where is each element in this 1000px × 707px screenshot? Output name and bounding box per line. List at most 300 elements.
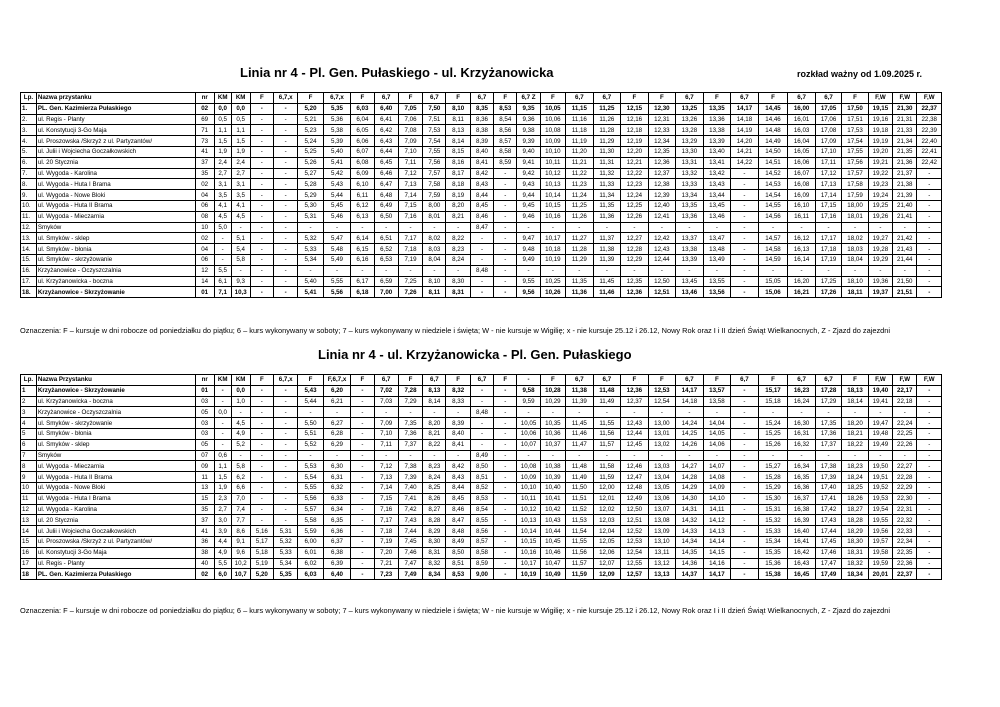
table-cell: 35 [195, 504, 214, 515]
table-cell: 11,30 [593, 146, 621, 157]
table-cell: 13,37 [676, 233, 704, 244]
column-header: 6,7 [676, 93, 704, 104]
table-cell: 5,5 [214, 265, 231, 276]
table-cell: 10,12 [540, 168, 565, 179]
table-cell: 13,25 [676, 103, 704, 114]
table-cell: 8,51 [446, 558, 470, 569]
timetable-2-title: Linia nr 4 - ul. Krzyżanowicka - Pl. Gen. Pułaskiego [318, 347, 632, 362]
table-row [21, 569, 942, 580]
table-cell: 13,13 [648, 569, 676, 580]
table-cell: 19,56 [868, 526, 892, 537]
stop-name: ul. Wygoda - Huta II Brama [36, 200, 195, 211]
table-cell: 17,39 [815, 472, 841, 483]
table-cell: 16,34 [788, 461, 816, 472]
table-cell: - [731, 493, 759, 504]
table-cell: 10,44 [540, 526, 565, 537]
table-cell: - [593, 265, 621, 276]
table-cell: 17,09 [815, 136, 841, 147]
table-cell: 8,54 [494, 114, 517, 125]
table-cell: - [351, 407, 374, 418]
table-row [21, 439, 942, 450]
table-cell: 8,31 [423, 547, 446, 558]
table-cell: - [731, 222, 759, 233]
table-cell: - [703, 222, 731, 233]
table-row [21, 515, 942, 526]
table-cell: - [494, 439, 517, 450]
table-cell: 11,48 [566, 461, 594, 472]
table-cell: - [593, 407, 621, 418]
table-row [21, 287, 942, 298]
table-row [21, 136, 942, 147]
table-cell: 10,09 [517, 472, 540, 483]
table-cell: 11,18 [566, 125, 594, 136]
table-cell: 22,35 [893, 547, 917, 558]
table-row [21, 450, 942, 461]
table-cell: 12,44 [621, 428, 649, 439]
table-cell: 5,56 [298, 493, 323, 504]
stop-name: ul. Proszowska /Skrzyż z ul. Partyzantów/ [36, 136, 195, 147]
table-cell: 16,38 [788, 504, 816, 515]
column-header: F [351, 375, 374, 386]
table-cell: 16,40 [788, 526, 816, 537]
table-cell: 16,41 [788, 536, 816, 547]
table-cell: 19,26 [868, 211, 892, 222]
table-cell: 11,57 [593, 439, 621, 450]
table-cell: 11,25 [566, 200, 594, 211]
table-cell: 12,28 [621, 244, 649, 255]
table-cell: 19,19 [868, 136, 892, 147]
table-cell: 22,32 [893, 515, 917, 526]
table-cell: 14,17 [703, 569, 731, 580]
table-cell: - [917, 482, 942, 493]
table-cell: - [917, 450, 942, 461]
table-row [21, 461, 942, 472]
table-cell: 14,54 [758, 190, 788, 201]
table-cell: 5,39 [323, 136, 351, 147]
table-cell: - [298, 407, 323, 418]
table-cell: 14,17 [731, 103, 759, 114]
table-cell: 10,3 [231, 287, 250, 298]
column-header: F [703, 93, 731, 104]
table-row [21, 244, 942, 255]
table-row [21, 276, 942, 287]
table-cell: 16,10 [788, 200, 816, 211]
row-number: 9 [21, 472, 37, 483]
table-cell: 21,50 [893, 276, 917, 287]
table-cell: 6,13 [351, 211, 374, 222]
table-cell: - [758, 407, 788, 418]
table-cell: 13,44 [703, 190, 731, 201]
table-cell: 7,42 [398, 504, 422, 515]
table-cell: 7,14 [374, 482, 398, 493]
table-cell: 12,23 [621, 179, 649, 190]
table-cell: 10,18 [540, 244, 565, 255]
table-cell: - [917, 493, 942, 504]
table-cell: 11,49 [566, 472, 594, 483]
table-cell: 11,29 [566, 254, 594, 265]
table-cell: - [351, 472, 374, 483]
table-cell: 6,34 [323, 504, 351, 515]
table-cell: 15,17 [758, 385, 788, 396]
table-cell: 8,41 [446, 439, 470, 450]
row-number: 15 [21, 536, 37, 547]
table-cell: 7,17 [374, 515, 398, 526]
row-number: 13 [21, 515, 37, 526]
table-cell: 17,19 [815, 254, 841, 265]
table-cell: - [676, 407, 704, 418]
column-header: F [494, 375, 517, 386]
table-cell: 12,38 [648, 179, 676, 190]
table-cell: - [494, 407, 517, 418]
table-cell: - [273, 265, 297, 276]
table-cell: 7,12 [374, 461, 398, 472]
table-cell: - [494, 558, 517, 569]
table-cell: 12,57 [621, 569, 649, 580]
table-cell: 1,5 [231, 136, 250, 147]
table-cell: 17,36 [815, 428, 841, 439]
table-cell: 7,18 [374, 526, 398, 537]
table-cell: 11,47 [566, 439, 594, 450]
table-cell: 7,53 [423, 125, 446, 136]
table-cell: 13,04 [648, 472, 676, 483]
table-cell: 10,10 [540, 146, 565, 157]
table-cell: 8,50 [470, 461, 493, 472]
table-cell: 2,4 [231, 157, 250, 168]
table-row [21, 168, 942, 179]
table-cell: 7,55 [423, 146, 446, 157]
table-cell: 7,26 [398, 287, 422, 298]
table-row [21, 472, 942, 483]
table-cell: - [351, 482, 374, 493]
table-cell: - [273, 407, 297, 418]
table-cell: 11,39 [593, 254, 621, 265]
table-cell: 10,46 [540, 547, 565, 558]
table-cell: - [351, 265, 374, 276]
table-cell: 16,42 [788, 547, 816, 558]
table-cell: 6,03 [298, 569, 323, 580]
column-header: 6,7 [788, 375, 816, 386]
table-cell: 9,1 [231, 536, 250, 547]
table-cell: 7,49 [398, 569, 422, 580]
table-cell: 16,32 [788, 439, 816, 450]
table-cell: 11,20 [566, 146, 594, 157]
column-header: F [703, 375, 731, 386]
table-cell: 13,43 [703, 179, 731, 190]
column-header: KM [214, 93, 231, 104]
table-cell: - [676, 265, 704, 276]
table-cell: 13,05 [648, 482, 676, 493]
table-cell: 6,15 [351, 244, 374, 255]
table-cell: 1,5 [214, 472, 231, 483]
table-cell: 3,1 [214, 179, 231, 190]
table-cell: 7,18 [398, 244, 422, 255]
table-cell: 5,31 [298, 211, 323, 222]
table-cell: 13,28 [676, 125, 704, 136]
table-cell: 13,55 [703, 276, 731, 287]
table-cell: 8,55 [470, 515, 493, 526]
table-cell: 5,26 [298, 157, 323, 168]
table-cell: 8,39 [446, 418, 470, 429]
table-cell: - [788, 265, 816, 276]
table-cell: 5,56 [323, 287, 351, 298]
table-cell: - [250, 418, 273, 429]
table-cell: - [470, 418, 493, 429]
table-cell: 12,36 [621, 385, 649, 396]
table-cell: - [788, 407, 816, 418]
table-cell: - [731, 418, 759, 429]
table-cell: - [214, 385, 231, 396]
table-cell: 8,32 [423, 558, 446, 569]
table-cell: 3,0 [214, 515, 231, 526]
table-cell: - [494, 526, 517, 537]
table-cell: 11,24 [566, 190, 594, 201]
column-header: 6,7 [566, 93, 594, 104]
table-cell: - [351, 547, 374, 558]
table-cell: 8,20 [446, 200, 470, 211]
table-cell: - [351, 428, 374, 439]
table-cell: 7,02 [374, 385, 398, 396]
table-cell: 5,40 [323, 146, 351, 157]
table-cell: 9,36 [517, 114, 540, 125]
table-cell: 13,40 [703, 146, 731, 157]
table-cell: 19,27 [868, 233, 892, 244]
table-cell: - [731, 396, 759, 407]
table-cell: - [398, 407, 422, 418]
table-cell: 16,21 [788, 287, 816, 298]
table-cell: - [273, 168, 297, 179]
table-cell: - [494, 461, 517, 472]
table-cell: 21,30 [893, 103, 917, 114]
table-cell: - [494, 200, 517, 211]
table-cell: - [917, 254, 942, 265]
table-cell: 13,47 [703, 233, 731, 244]
table-cell: 17,58 [842, 179, 868, 190]
table-cell: - [842, 222, 868, 233]
table-cell: 3,5 [231, 190, 250, 201]
table-cell: 6,27 [323, 418, 351, 429]
table-cell: - [214, 418, 231, 429]
table-cell: 0,5 [214, 114, 231, 125]
table-cell: 11,45 [593, 276, 621, 287]
table-cell: 7,13 [398, 179, 422, 190]
header-row [21, 375, 942, 386]
table-cell: - [676, 450, 704, 461]
column-header: 6,7 [423, 93, 446, 104]
table-cell: 15,29 [758, 482, 788, 493]
table-cell: 12,00 [593, 482, 621, 493]
table-cell: - [273, 190, 297, 201]
table-cell: 11,50 [566, 482, 594, 493]
stop-name: ul. Smyków - sklep [36, 439, 195, 450]
table-cell: - [566, 265, 594, 276]
table-row [21, 103, 942, 114]
table-cell: 12,45 [621, 439, 649, 450]
table-cell: 16,05 [788, 146, 816, 157]
table-cell: 8,16 [446, 157, 470, 168]
table-cell: - [323, 265, 351, 276]
table-cell: - [917, 439, 942, 450]
table-cell: 14,35 [676, 547, 704, 558]
table-cell: 17,10 [815, 146, 841, 157]
table-cell: 11,49 [593, 396, 621, 407]
table-cell: 10,38 [540, 461, 565, 472]
column-header: F [842, 375, 868, 386]
table-cell: 14,55 [758, 200, 788, 211]
table-cell: 03 [195, 418, 214, 429]
table-cell: 14,14 [703, 536, 731, 547]
table-cell: 5,58 [298, 515, 323, 526]
table-cell: 8,6 [231, 526, 250, 537]
table-cell: 1,5 [214, 136, 231, 147]
stop-name: ul. Wygoda - Mieczarnia [36, 211, 195, 222]
table-cell: 21,39 [893, 190, 917, 201]
table-cell: - [470, 254, 493, 265]
table-cell: - [676, 222, 704, 233]
table-cell: - [731, 190, 759, 201]
header-row [21, 93, 942, 104]
table-cell: 14,10 [703, 493, 731, 504]
table-cell: 7,03 [374, 396, 398, 407]
row-number: 2. [21, 114, 37, 125]
column-header: F [398, 375, 422, 386]
table-cell: 19,40 [868, 385, 892, 396]
table-cell: 6,03 [351, 103, 374, 114]
table-cell: 0,6 [214, 450, 231, 461]
table-cell: - [815, 450, 841, 461]
table-cell: 07 [195, 450, 214, 461]
table-cell: 7,12 [398, 168, 422, 179]
table-cell: - [917, 211, 942, 222]
table-cell: 18,34 [842, 569, 868, 580]
table-cell: - [648, 265, 676, 276]
table-cell: - [374, 407, 398, 418]
table-cell: - [731, 569, 759, 580]
table-cell: - [273, 287, 297, 298]
table-cell: 19,15 [868, 103, 892, 114]
table-cell: 12,29 [621, 254, 649, 265]
table-cell: 12,35 [621, 276, 649, 287]
row-number: 18. [21, 287, 37, 298]
table-cell: 14,13 [703, 526, 731, 537]
table-cell: 5,55 [298, 482, 323, 493]
table-row [21, 222, 942, 233]
table-row [21, 547, 942, 558]
table-cell: 8,56 [494, 125, 517, 136]
table-cell: 8,39 [470, 136, 493, 147]
table-cell: - [917, 276, 942, 287]
table-cell: - [250, 254, 273, 265]
table-cell: 5,8 [231, 254, 250, 265]
table-cell: 10,47 [540, 558, 565, 569]
table-cell: 22,24 [893, 418, 917, 429]
table-cell: 12,20 [621, 146, 649, 157]
table-cell: 15,31 [758, 504, 788, 515]
table-cell: - [494, 547, 517, 558]
table-cell: 8,56 [470, 526, 493, 537]
table-cell: 11,59 [566, 569, 594, 580]
table-cell: - [731, 244, 759, 255]
table-cell: 16,45 [788, 569, 816, 580]
table-cell: 6,42 [374, 125, 398, 136]
column-header: nr [195, 375, 214, 386]
table-cell: 6,11 [351, 190, 374, 201]
table-cell: 7,25 [398, 276, 422, 287]
stop-name: ul. Krzyżanowicka - boczna [36, 276, 195, 287]
table-cell: 10,28 [540, 385, 565, 396]
table-cell: 8,36 [470, 114, 493, 125]
table-row [21, 526, 942, 537]
table-cell: 5,41 [323, 157, 351, 168]
table-cell: 10,14 [517, 526, 540, 537]
table-cell: - [815, 407, 841, 418]
table-cell: 6,47 [374, 179, 398, 190]
row-number: 1 [21, 385, 37, 396]
table-cell: 18,31 [842, 547, 868, 558]
table-cell: 18,04 [842, 254, 868, 265]
table-cell: - [494, 504, 517, 515]
table-cell: 17,55 [842, 146, 868, 157]
table-cell: - [374, 265, 398, 276]
table-cell: 10,10 [517, 482, 540, 493]
column-header: 6,7 Z [517, 93, 540, 104]
table-cell: 11,54 [566, 526, 594, 537]
column-header: F [351, 93, 374, 104]
table-cell: - [731, 168, 759, 179]
table-cell: - [494, 244, 517, 255]
table-cell: 9,3 [231, 276, 250, 287]
table-cell: 10,49 [540, 569, 565, 580]
table-cell: - [494, 179, 517, 190]
table-cell: 14,21 [731, 146, 759, 157]
table-cell: 12,36 [621, 287, 649, 298]
table-cell: 7,0 [231, 493, 250, 504]
stop-name: PL. Gen. Kazimierza Pułaskiego [36, 569, 195, 580]
table-cell: 22,29 [893, 482, 917, 493]
table-cell: - [250, 450, 273, 461]
table-row [21, 125, 942, 136]
table-cell: 6,51 [374, 233, 398, 244]
table-cell: 9,00 [470, 569, 493, 580]
table-cell: 15,05 [758, 276, 788, 287]
table-cell: - [917, 265, 942, 276]
table-cell: 16,12 [788, 233, 816, 244]
table-cell: 7,46 [398, 547, 422, 558]
table-cell: 14,07 [703, 461, 731, 472]
table-cell: 12,24 [621, 190, 649, 201]
table-cell: 4,5 [231, 211, 250, 222]
table-cell: 8,45 [470, 200, 493, 211]
table-cell: 5,57 [298, 504, 323, 515]
table-cell: 16,04 [788, 136, 816, 147]
table-cell: - [351, 526, 374, 537]
table-cell: 8,43 [446, 472, 470, 483]
table-cell: 21,40 [893, 200, 917, 211]
table-cell: 9,41 [517, 157, 540, 168]
table-cell: 11,51 [566, 493, 594, 504]
table-cell: 19,54 [868, 504, 892, 515]
table-cell: 10,15 [517, 536, 540, 547]
table-cell: 11,28 [593, 125, 621, 136]
table-cell: 13,11 [648, 547, 676, 558]
table-cell: 18,24 [842, 472, 868, 483]
table-cell: 9,35 [517, 103, 540, 114]
table-cell: 02 [195, 103, 214, 114]
table-cell: 5,32 [298, 233, 323, 244]
table-cell: - [494, 482, 517, 493]
table-cell: 5,44 [323, 190, 351, 201]
table-cell: 12,39 [648, 190, 676, 201]
table-cell: - [214, 233, 231, 244]
